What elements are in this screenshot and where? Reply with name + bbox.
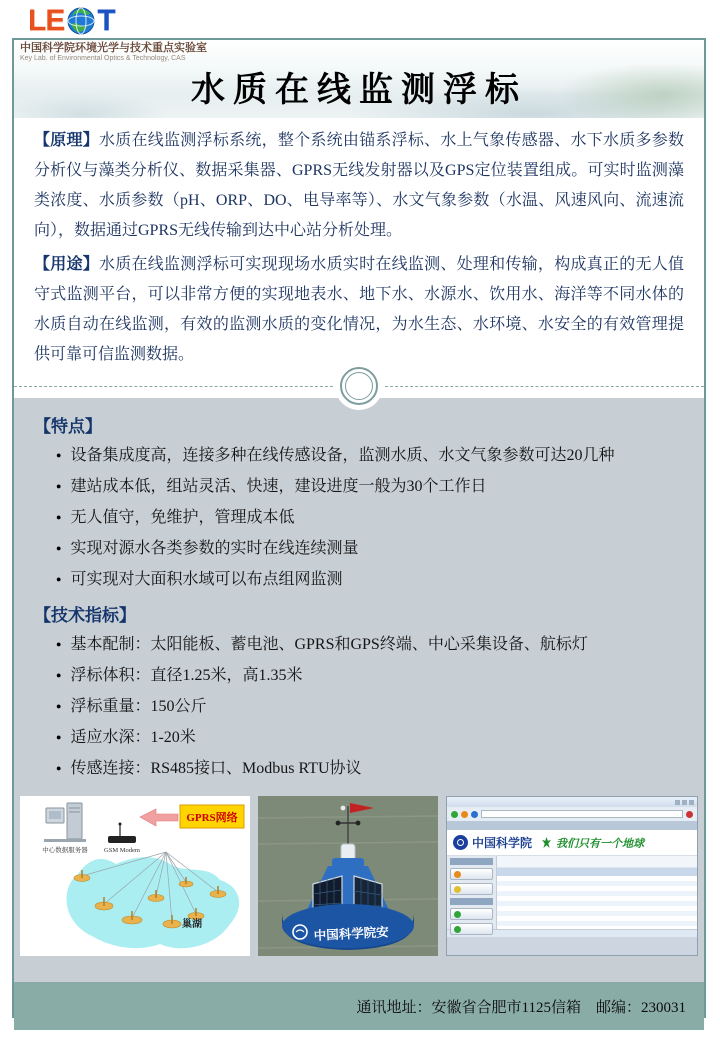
list-item: ● 建站成本低，组站灵活、快速，建设进度一般为30个工作日 — [56, 471, 684, 502]
specs-header: 【技术指标】 — [34, 606, 136, 625]
sidebar-button — [450, 868, 493, 880]
sidebar-button — [450, 883, 493, 895]
gprs-network-diagram — [20, 796, 250, 956]
page-frame — [12, 38, 706, 1018]
site-body — [447, 856, 697, 929]
section-divider — [34, 374, 684, 398]
toolbar-icon — [461, 811, 468, 818]
footer-band — [14, 982, 704, 1030]
toolbar-icon — [451, 811, 458, 818]
specs-list — [34, 629, 684, 784]
sidebar-button — [450, 908, 493, 920]
sidebar-button — [450, 923, 493, 935]
table-header — [497, 868, 697, 876]
leot-logo — [28, 4, 115, 38]
query-bar — [497, 856, 697, 868]
list-item: ● 实现对源水各类参数的实时在线连续测量 — [56, 533, 684, 564]
divider-ring-ornament — [340, 367, 378, 405]
title-banner — [14, 40, 704, 118]
list-item: ● 传感连接：RS485接口、Modbus RTU协议 — [56, 753, 684, 784]
list-item: ● 浮标重量：150公斤 — [56, 691, 684, 722]
browser-tabstrip — [447, 821, 697, 830]
beacon-light — [341, 844, 355, 860]
logo-text-t: T — [97, 4, 115, 37]
list-item: ● 基本配制：太阳能板、蓄电池、GPRS和GPS终端、中心采集设备、航标灯 — [56, 629, 684, 660]
page-title: 水质在线监测浮标 — [191, 71, 527, 109]
list-item: ● 浮标体积：直径1.25米，高1.35米 — [56, 660, 684, 691]
sidebar-caption — [450, 898, 493, 905]
toolbar-icon — [686, 811, 693, 818]
list-item: ● 无人值守，免维护，管理成本低 — [56, 502, 684, 533]
network-diagram-graphic — [20, 796, 250, 956]
contact-address: 通讯地址：安徽省合肥市1125信箱 邮编：230031 — [356, 999, 686, 1016]
lake-label: 巢湖 — [182, 919, 202, 930]
site-sidebar — [447, 856, 497, 929]
sidebar-caption — [450, 858, 493, 865]
header — [12, 4, 115, 38]
button-icon — [454, 911, 461, 918]
buoy-hull-text: 中国科学院安 — [313, 925, 390, 943]
server-label: 中心数据服务器 — [42, 847, 88, 854]
lab-names — [20, 42, 207, 63]
principle-text: 水质在线监测浮标系统，整个系统由锚系浮标、水上气象传感器、水下水质多参数分析仪与藻类分析仪、数据采集器、GPRS无线发射器以及GPS定位装置组成。可实时监测藻类浓度、水质参数（pH、ORP、DO、电导率等）、水文气象参数（水温、风速风向、流速流向），数据通过GPRS无线传输到达中心站分析处理。 — [34, 132, 684, 239]
plant-icon — [542, 837, 551, 848]
button-icon — [454, 926, 461, 933]
anemometer-cup — [336, 821, 341, 826]
details-section — [14, 398, 704, 982]
lab-name-zh: 中国科学院环境光学与技术重点实验室 — [20, 42, 207, 54]
address-bar — [481, 810, 683, 818]
list-item: ● 可实现对大面积水域可以布点组网监测 — [56, 564, 684, 595]
globe-icon — [66, 6, 96, 36]
site-org-name: 中国科学院 — [472, 836, 533, 850]
features-header: 【特点】 — [34, 417, 102, 436]
figures-row — [20, 792, 698, 956]
intro-body — [14, 118, 704, 398]
features-list — [34, 440, 684, 595]
button-icon — [454, 886, 461, 893]
software-screenshot — [446, 796, 698, 956]
gprs-label: GPRS网络 — [186, 812, 238, 824]
buoy-photo-graphic — [258, 796, 438, 956]
button-icon — [454, 871, 461, 878]
usage-text: 水质在线监测浮标可实现现场水质实时在线监测、处理和传输，构成真正的无人值守式监测平台，可以非常方便的实现地表水、地下水、水源水、饮用水、海洋等不同水体的水质自动在线监测，有效的监测水质的变化情况，为水生态、水环境、水安全的有效管理提供可靠可信监测数据。 — [34, 256, 684, 363]
buoy-photo — [258, 796, 438, 956]
browser-toolbar — [447, 807, 697, 821]
list-item: ● 适应水深：1-20米 — [56, 722, 684, 753]
lab-name-en: Key Lab. of Environmental Optics & Technology, CAS — [20, 54, 186, 62]
site-header — [447, 830, 697, 856]
cas-emblem-icon — [453, 835, 468, 850]
anemometer-cup — [356, 821, 361, 826]
toolbar-icon — [471, 811, 478, 818]
table-rows — [497, 876, 697, 929]
usage-paragraph — [34, 250, 684, 370]
list-item: ● 设备集成度高，连接多种在线传感设备，监测水质、水文气象参数可达20几种 — [56, 440, 684, 471]
modem-label: GSM Modem — [104, 847, 140, 854]
usage-label: 【用途】 — [34, 256, 100, 273]
site-slogan: 我们只有一个地球 — [556, 837, 645, 850]
logo-text-le: LE — [28, 4, 65, 37]
principle-paragraph — [34, 126, 684, 246]
browser-titlebar — [447, 797, 697, 807]
data-table-area — [497, 856, 697, 929]
principle-label: 【原理】 — [34, 132, 100, 149]
